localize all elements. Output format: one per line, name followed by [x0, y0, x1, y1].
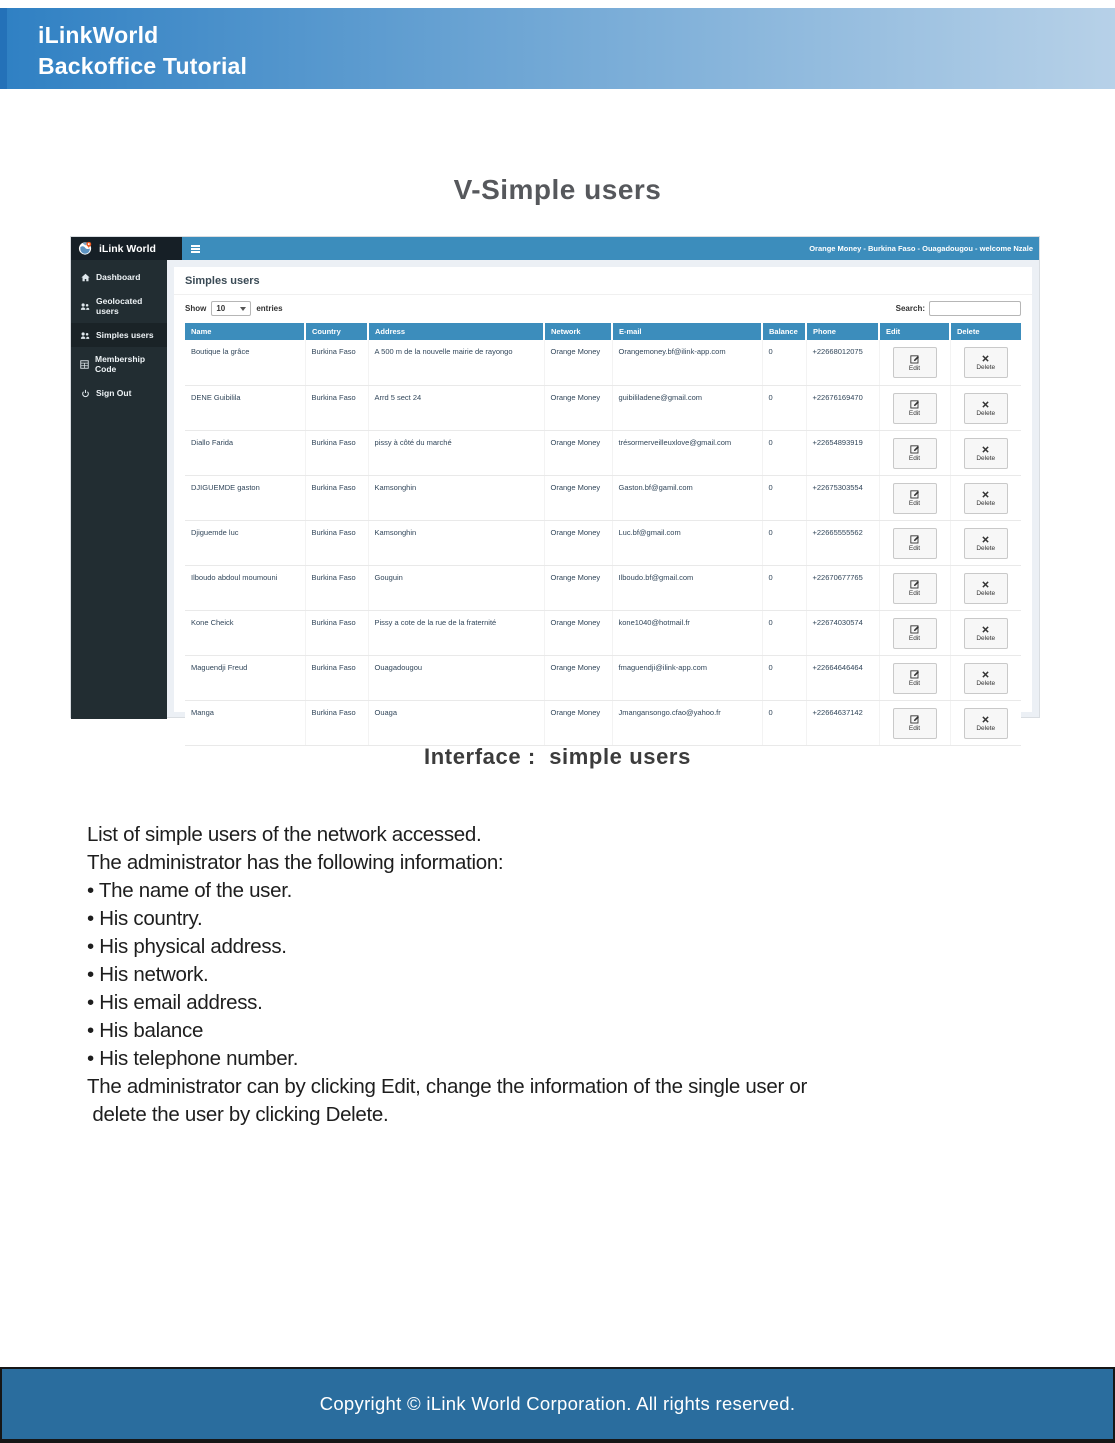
cell-balance: 0 — [762, 385, 806, 430]
cell-balance: 0 — [762, 655, 806, 700]
document-subtitle: Backoffice Tutorial — [38, 53, 248, 79]
cell-network: Orange Money — [544, 385, 612, 430]
x-icon — [981, 400, 990, 409]
x-icon — [981, 490, 990, 499]
cell-name: Ilboudo abdoul moumouni — [185, 565, 305, 610]
cell-country: Burkina Faso — [305, 700, 368, 745]
column-header-delete: Delete — [950, 323, 1021, 340]
cell-delete — [950, 385, 1021, 430]
cell-email: trésormerveilleuxlove@gmail.com — [612, 430, 762, 475]
cell-name: DENE Guibilila — [185, 385, 305, 430]
hamburger-menu-icon[interactable] — [191, 245, 200, 247]
cell-edit — [879, 430, 950, 475]
edit-button[interactable]: Edit — [893, 618, 937, 649]
body-line: • His physical address. — [87, 935, 287, 958]
cell-balance: 0 — [762, 700, 806, 745]
cell-delete — [950, 655, 1021, 700]
document-header-band — [0, 8, 1115, 89]
cell-email: Luc.bf@gmail.com — [612, 520, 762, 565]
cell-country: Burkina Faso — [305, 655, 368, 700]
delete-button[interactable]: Delete — [964, 347, 1008, 378]
cell-phone: +22654893919 — [806, 430, 879, 475]
x-icon — [981, 535, 990, 544]
pencil-icon — [910, 444, 920, 454]
table-row — [185, 475, 1021, 520]
cell-name: Diallo Farida — [185, 430, 305, 475]
figure-caption: Interface : simple users — [424, 744, 691, 769]
cell-delete — [950, 430, 1021, 475]
cell-edit — [879, 700, 950, 745]
cell-address: pissy à côté du marché — [368, 430, 544, 475]
cell-network: Orange Money — [544, 340, 612, 385]
table-row — [185, 385, 1021, 430]
sidebar-item-label: Simples users — [96, 330, 154, 340]
table-controls — [174, 295, 1032, 321]
globe-logo-icon — [78, 241, 93, 256]
column-header-e-mail: E-mail — [612, 323, 762, 340]
body-line: The administrator can by clicking Edit, change the information of the single user or — [87, 1075, 808, 1098]
body-line: • His network. — [87, 963, 209, 986]
column-header-network: Network — [544, 323, 612, 340]
cell-email: Jmangansongo.cfao@yahoo.fr — [612, 700, 762, 745]
sidebar-item-geolocated-users[interactable] — [71, 289, 167, 323]
page-length-select[interactable] — [211, 301, 251, 316]
cell-balance: 0 — [762, 565, 806, 610]
cell-edit — [879, 655, 950, 700]
delete-button[interactable]: Delete — [964, 708, 1008, 739]
body-line: • His balance — [87, 1019, 204, 1042]
cell-country: Burkina Faso — [305, 520, 368, 565]
cell-delete — [950, 610, 1021, 655]
column-header-edit: Edit — [879, 323, 950, 340]
cell-balance: 0 — [762, 475, 806, 520]
cell-edit — [879, 520, 950, 565]
table-row — [185, 520, 1021, 565]
search-input[interactable] — [929, 301, 1021, 316]
table-row — [185, 700, 1021, 745]
cell-address: Ouaga — [368, 700, 544, 745]
cell-email: Gaston.bf@gamil.com — [612, 475, 762, 520]
cell-network: Orange Money — [544, 565, 612, 610]
x-icon — [981, 625, 990, 634]
x-icon — [981, 715, 990, 724]
table-icon — [80, 360, 89, 369]
cell-network: Orange Money — [544, 700, 612, 745]
cell-edit — [879, 475, 950, 520]
simple-users-table — [185, 323, 1021, 746]
cell-phone: +22675303554 — [806, 475, 879, 520]
delete-button[interactable]: Delete — [964, 618, 1008, 649]
cell-country: Burkina Faso — [305, 430, 368, 475]
cell-delete — [950, 700, 1021, 745]
delete-button[interactable]: Delete — [964, 663, 1008, 694]
app-screenshot — [70, 236, 1040, 732]
cell-network: Orange Money — [544, 610, 612, 655]
table-row — [185, 610, 1021, 655]
column-header-address: Address — [368, 323, 544, 340]
chevron-down-icon — [240, 307, 246, 311]
x-icon — [981, 445, 990, 454]
cell-phone: +22668012075 — [806, 340, 879, 385]
cell-balance: 0 — [762, 520, 806, 565]
app-logo[interactable] — [71, 237, 182, 260]
cell-name: Djiguemde luc — [185, 520, 305, 565]
cell-name: Maguendji Freud — [185, 655, 305, 700]
cell-email: guibililadene@gmail.com — [612, 385, 762, 430]
cell-name: Kone Cheick — [185, 610, 305, 655]
delete-button[interactable]: Delete — [964, 438, 1008, 469]
delete-button[interactable]: Delete — [964, 528, 1008, 559]
cell-edit — [879, 385, 950, 430]
cell-email: Orangemoney.bf@ilink-app.com — [612, 340, 762, 385]
sidebar-item-label: Dashboard — [96, 272, 141, 282]
delete-button[interactable]: Delete — [964, 573, 1008, 604]
app-content — [167, 260, 1039, 732]
sidebar-item-simples-users[interactable] — [71, 323, 167, 347]
edit-button[interactable]: Edit — [893, 438, 937, 469]
search-label: Search: — [895, 304, 925, 313]
cell-phone: +22674030574 — [806, 610, 879, 655]
brand-title: iLinkWorld — [38, 22, 159, 48]
cell-network: Orange Money — [544, 520, 612, 565]
cell-phone: +22664646464 — [806, 655, 879, 700]
cell-phone: +22665555562 — [806, 520, 879, 565]
sidebar-item-membership-code[interactable] — [71, 347, 167, 381]
table-header — [185, 323, 1021, 340]
cell-balance: 0 — [762, 610, 806, 655]
pencil-icon — [910, 579, 920, 589]
cell-network: Orange Money — [544, 655, 612, 700]
panel-title: Simples users — [174, 267, 1032, 295]
edit-button[interactable]: Edit — [893, 573, 937, 604]
page-title: V-Simple users — [453, 174, 662, 205]
cell-phone: +22670677765 — [806, 565, 879, 610]
cell-edit — [879, 340, 950, 385]
cell-address: A 500 m de la nouvelle mairie de rayongo — [368, 340, 544, 385]
power-icon — [80, 389, 90, 398]
app-navbar — [71, 237, 1039, 260]
cell-email: Ilboudo.bf@gmail.com — [612, 565, 762, 610]
cell-name: Manga — [185, 700, 305, 745]
body-line: The administrator has the following information: — [87, 851, 504, 874]
users-icon — [80, 302, 90, 311]
column-header-country: Country — [305, 323, 368, 340]
users-icon — [80, 331, 90, 340]
table-row — [185, 655, 1021, 700]
edit-button[interactable]: Edit — [893, 347, 937, 378]
sidebar-item-label: Geolocated users — [96, 296, 143, 316]
body-line: • His telephone number. — [87, 1047, 299, 1070]
pencil-icon — [910, 669, 920, 679]
document-footer — [0, 1367, 1115, 1443]
cell-country: Burkina Faso — [305, 475, 368, 520]
table-row — [185, 565, 1021, 610]
cell-name: DJIGUEMDE gaston — [185, 475, 305, 520]
pencil-icon — [910, 489, 920, 499]
pencil-icon — [910, 399, 920, 409]
pencil-icon — [910, 714, 920, 724]
cell-balance: 0 — [762, 340, 806, 385]
body-line: delete the user by clicking Delete. — [87, 1103, 389, 1126]
cell-address: Kamsonghin — [368, 475, 544, 520]
x-icon — [981, 670, 990, 679]
cell-delete — [950, 340, 1021, 385]
body-line: List of simple users of the network accessed. — [87, 823, 482, 846]
pencil-icon — [910, 624, 920, 634]
x-icon — [981, 580, 990, 589]
cell-name: Boutique la grâce — [185, 340, 305, 385]
delete-button[interactable]: Delete — [964, 393, 1008, 424]
edit-button[interactable]: Edit — [893, 708, 937, 739]
cell-edit — [879, 610, 950, 655]
pencil-icon — [910, 534, 920, 544]
cell-country: Burkina Faso — [305, 610, 368, 655]
body-line: • The name of the user. — [87, 879, 293, 902]
cell-address: Arrd 5 sect 24 — [368, 385, 544, 430]
table-row — [185, 340, 1021, 385]
cell-delete — [950, 520, 1021, 565]
edit-button[interactable]: Edit — [893, 483, 937, 514]
copyright-text: Copyright © iLink World Corporation. All rights reserved. — [319, 1393, 796, 1414]
simple-users-panel — [174, 267, 1032, 732]
x-icon — [981, 354, 990, 363]
sidebar-item-dashboard[interactable] — [71, 265, 167, 289]
entries-label: entries — [256, 304, 283, 313]
column-header-balance: Balance — [762, 323, 806, 340]
cell-address: Pissy a cote de la rue de la fraternité — [368, 610, 544, 655]
cell-country: Burkina Faso — [305, 340, 368, 385]
cell-edit — [879, 565, 950, 610]
page-length-value: 10 — [216, 304, 226, 313]
delete-button[interactable]: Delete — [964, 483, 1008, 514]
column-header-name: Name — [185, 323, 305, 340]
cell-phone: +22676169470 — [806, 385, 879, 430]
cell-email: kone1040@hotmail.fr — [612, 610, 762, 655]
sidebar-item-label: Sign Out — [96, 388, 132, 398]
body-line: • His email address. — [87, 991, 263, 1014]
cell-country: Burkina Faso — [305, 385, 368, 430]
sidebar-item-sign-out[interactable] — [71, 381, 167, 405]
cell-email: fmaguendji@ilink-app.com — [612, 655, 762, 700]
edit-button[interactable]: Edit — [893, 663, 937, 694]
edit-button[interactable]: Edit — [893, 393, 937, 424]
cell-address: Gouguin — [368, 565, 544, 610]
sidebar-item-label: Membership Code — [95, 354, 146, 374]
app-navbar-main — [182, 237, 1039, 260]
cell-delete — [950, 565, 1021, 610]
cell-delete — [950, 475, 1021, 520]
table-row — [185, 430, 1021, 475]
home-icon — [80, 273, 90, 282]
app-brand-text: iLink World — [99, 242, 156, 255]
sidebar-menu — [71, 260, 167, 719]
column-header-phone: Phone — [806, 323, 879, 340]
navbar-session-info: Orange Money - Burkina Faso - Ouagadougou - welcome Nzale — [809, 244, 1033, 253]
body-text — [87, 821, 1037, 1129]
pencil-icon — [910, 354, 920, 364]
cell-address: Kamsonghin — [368, 520, 544, 565]
cell-balance: 0 — [762, 430, 806, 475]
body-line: • His country. — [87, 907, 203, 930]
cell-country: Burkina Faso — [305, 565, 368, 610]
cell-network: Orange Money — [544, 475, 612, 520]
cell-network: Orange Money — [544, 430, 612, 475]
edit-button[interactable]: Edit — [893, 528, 937, 559]
show-label: Show — [185, 304, 207, 313]
cell-address: Ouagadougou — [368, 655, 544, 700]
cell-phone: +22664637142 — [806, 700, 879, 745]
